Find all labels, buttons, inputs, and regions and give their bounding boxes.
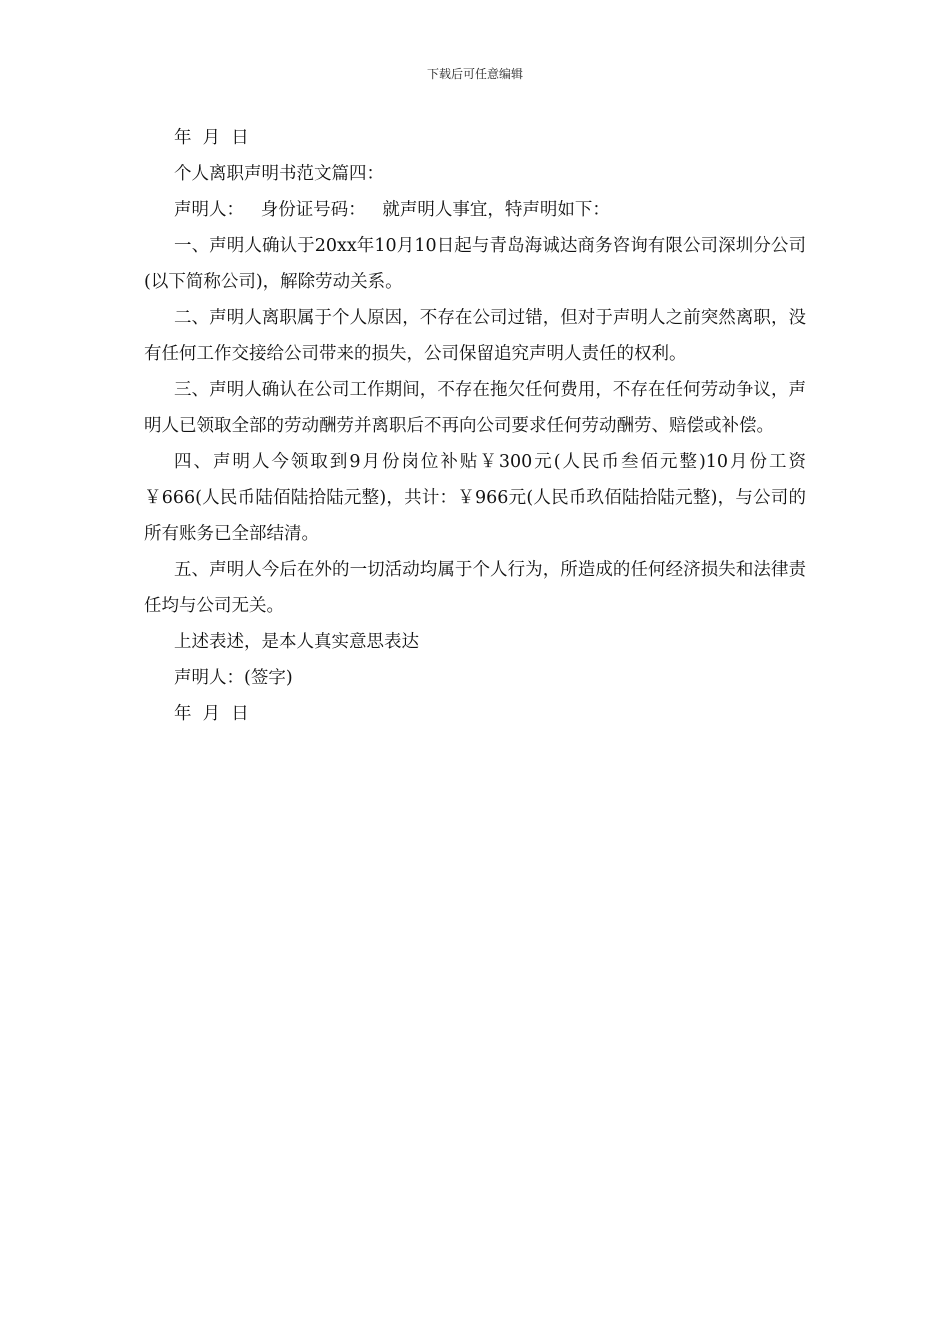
clause-3: 三、声明人确认在公司工作期间，不存在拖欠任何费用，不存在任何劳动争议，声明人已领取全部的劳动酬劳并离职后不再向公司要求任何劳动酬劳、赔偿或补偿。 xyxy=(144,380,806,436)
clause-5: 五、声明人今后在外的一切活动均属于个人行为，所造成的任何经济损失和法律责任均与公司无关。 xyxy=(144,560,806,616)
section-title: 个人离职声明书范文篇四： xyxy=(174,164,384,184)
page-header-note: 下载后可任意编辑 xyxy=(426,67,523,81)
date-line-bottom: 年 月 日 xyxy=(174,704,249,724)
signature-line: 声明人：(签字) xyxy=(174,668,293,688)
declarant-info-line: 声明人： 身份证号码： 就声明人事宜，特声明如下： xyxy=(174,200,610,220)
clause-4: 四、声明人今领取到9月份岗位补贴￥300元(人民币叁佰元整)10月份工资￥666(人民币陆佰陆拾陆元整)，共计：￥966元(人民币玖佰陆拾陆元整)，与公司的所有账务已全部结清。 xyxy=(144,452,806,544)
date-line-top: 年 月 日 xyxy=(174,128,249,148)
clause-2: 二、声明人离职属于个人原因，不存在公司过错，但对于声明人之前突然离职，没有任何工作交接给公司带来的损失，公司保留追究声明人责任的权利。 xyxy=(144,308,806,364)
clause-1: 一、声明人确认于20xx年10月10日起与青岛海诚达商务咨询有限公司深圳分公司(以下简称公司)，解除劳动关系。 xyxy=(144,236,806,292)
statement-confirmation: 上述表述，是本人真实意思表达 xyxy=(174,632,419,652)
document-body xyxy=(144,120,806,732)
